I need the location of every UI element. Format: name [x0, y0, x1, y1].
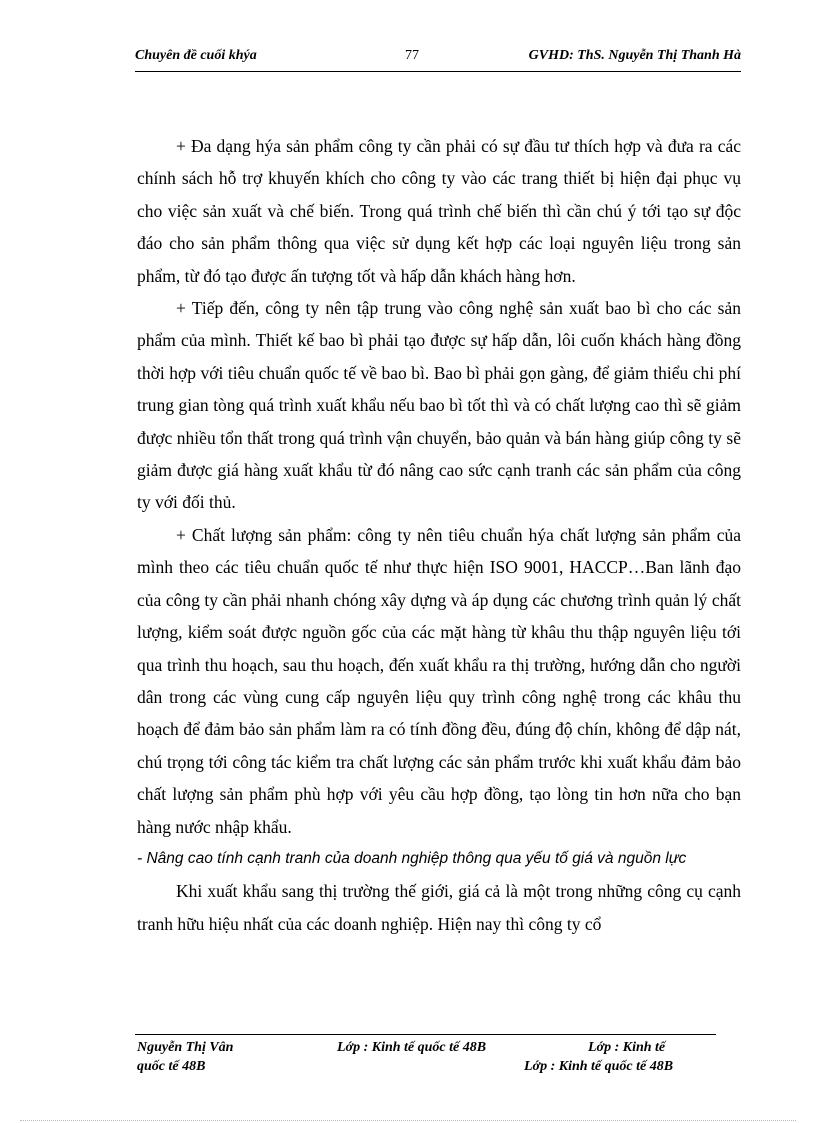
footer-class-label-2: Lớp : Kinh tế	[588, 1040, 666, 1055]
footer-author-class-tail: quốc tế 48B	[137, 1059, 206, 1074]
section-subheading: - Nâng cao tính cạnh tranh của doanh nghiệp thông qua yếu tố giá và nguồn lực	[137, 849, 687, 867]
header-title: Chuyên đề cuối khýa	[135, 48, 257, 63]
header-divider	[135, 71, 741, 72]
paragraph-product-quality: + Chất lượng sản phẩm: công ty nên tiêu chuẩn hýa chất lượng sản phẩm của mình theo các tiêu chuẩn quốc tế như thực hiện ISO 9001, HACCP…Ban lãnh đạo của công ty cần phải nhanh chóng xây dựng và áp dụng các chương trình quản lý chất lượng, kiểm soát được nguồn gốc của các mặt hàng từ khâu thu thập nguyên liệu tới qua trình thu hoạch, sau thu hoạch, đến xuất khẩu ra thị trường, hướng dẫn cho người dân trong các vùng cung cấp nguyên liệu quy trình công nghệ trong các khâu thu hoạch để đảm bảo sản phẩm làm ra có tính đồng đều, đúng độ chín, không để dập nát, chú trọng tới công tác kiểm tra chất lượng các sản phẩm trước khi xuất khẩu đảm bảo chất lượng sản phẩm phù hợp với yêu cầu hợp đồng, tạo lòng tin hơn nữa cho bạn hàng nước nhập khẩu.	[137, 524, 741, 837]
footer-author-name: Nguyễn Thị Vân	[137, 1040, 234, 1055]
page-header	[135, 48, 741, 70]
footer-class-label: Lớp : Kinh tế quốc tế 48B	[337, 1040, 487, 1055]
footer-class-label-3: Lớp : Kinh tế quốc tế 48B	[524, 1059, 674, 1074]
page-edge-dots	[20, 1120, 796, 1121]
footer-divider	[135, 1034, 716, 1035]
paragraph-price-competition: Khi xuất khẩu sang thị trường thế giới, giá cả là một trong những công cụ cạnh tranh hữu hiệu nhất của các doanh nghiệp. Hiện nay thì công ty cổ	[137, 881, 741, 934]
document-body	[137, 130, 741, 940]
paragraph-product-diversification: + Đa dạng hýa sản phẩm công ty cần phải có sự đầu tư thích hợp và đưa ra các chính sách hỗ trợ khuyến khích cho công ty vào các trang thiết bị hiện đại phục vụ cho việc sản xuất và chế biến. Trong quá trình chế biến thì cần chú ý tới tạo sự độc đáo cho sản phẩm thông qua việc sử dụng kết hợp các loại nguyên liệu trong sản phẩm, từ đó tạo được ấn tượng tốt và hấp dẫn khách hàng hơn.	[137, 136, 741, 286]
page-number: 77	[405, 48, 419, 63]
header-advisor: GVHD: ThS. Nguyễn Thị Thanh Hà	[528, 48, 741, 63]
paragraph-packaging: + Tiếp đến, công ty nên tập trung vào công nghệ sản xuất bao bì cho các sản phẩm của mình. Thiết kế bao bì phải tạo được sự hấp dẫn, lôi cuốn khách hàng đồng thời hợp với tiêu chuẩn quốc tế về bao bì. Bao bì phải gọn gàng, để giảm thiểu chi phí trung gian tòng quá trình xuất khẩu nếu bao bì tốt thì và có chất lượng cao thì sẽ giảm được nhiều tổn thất trong quá trình vận chuyển, bảo quản và bán hàng giúp công ty sẽ giảm được giá hàng xuất khẩu từ đó nâng cao sức cạnh tranh các sản phẩm của công ty với đối thủ.	[137, 298, 741, 513]
